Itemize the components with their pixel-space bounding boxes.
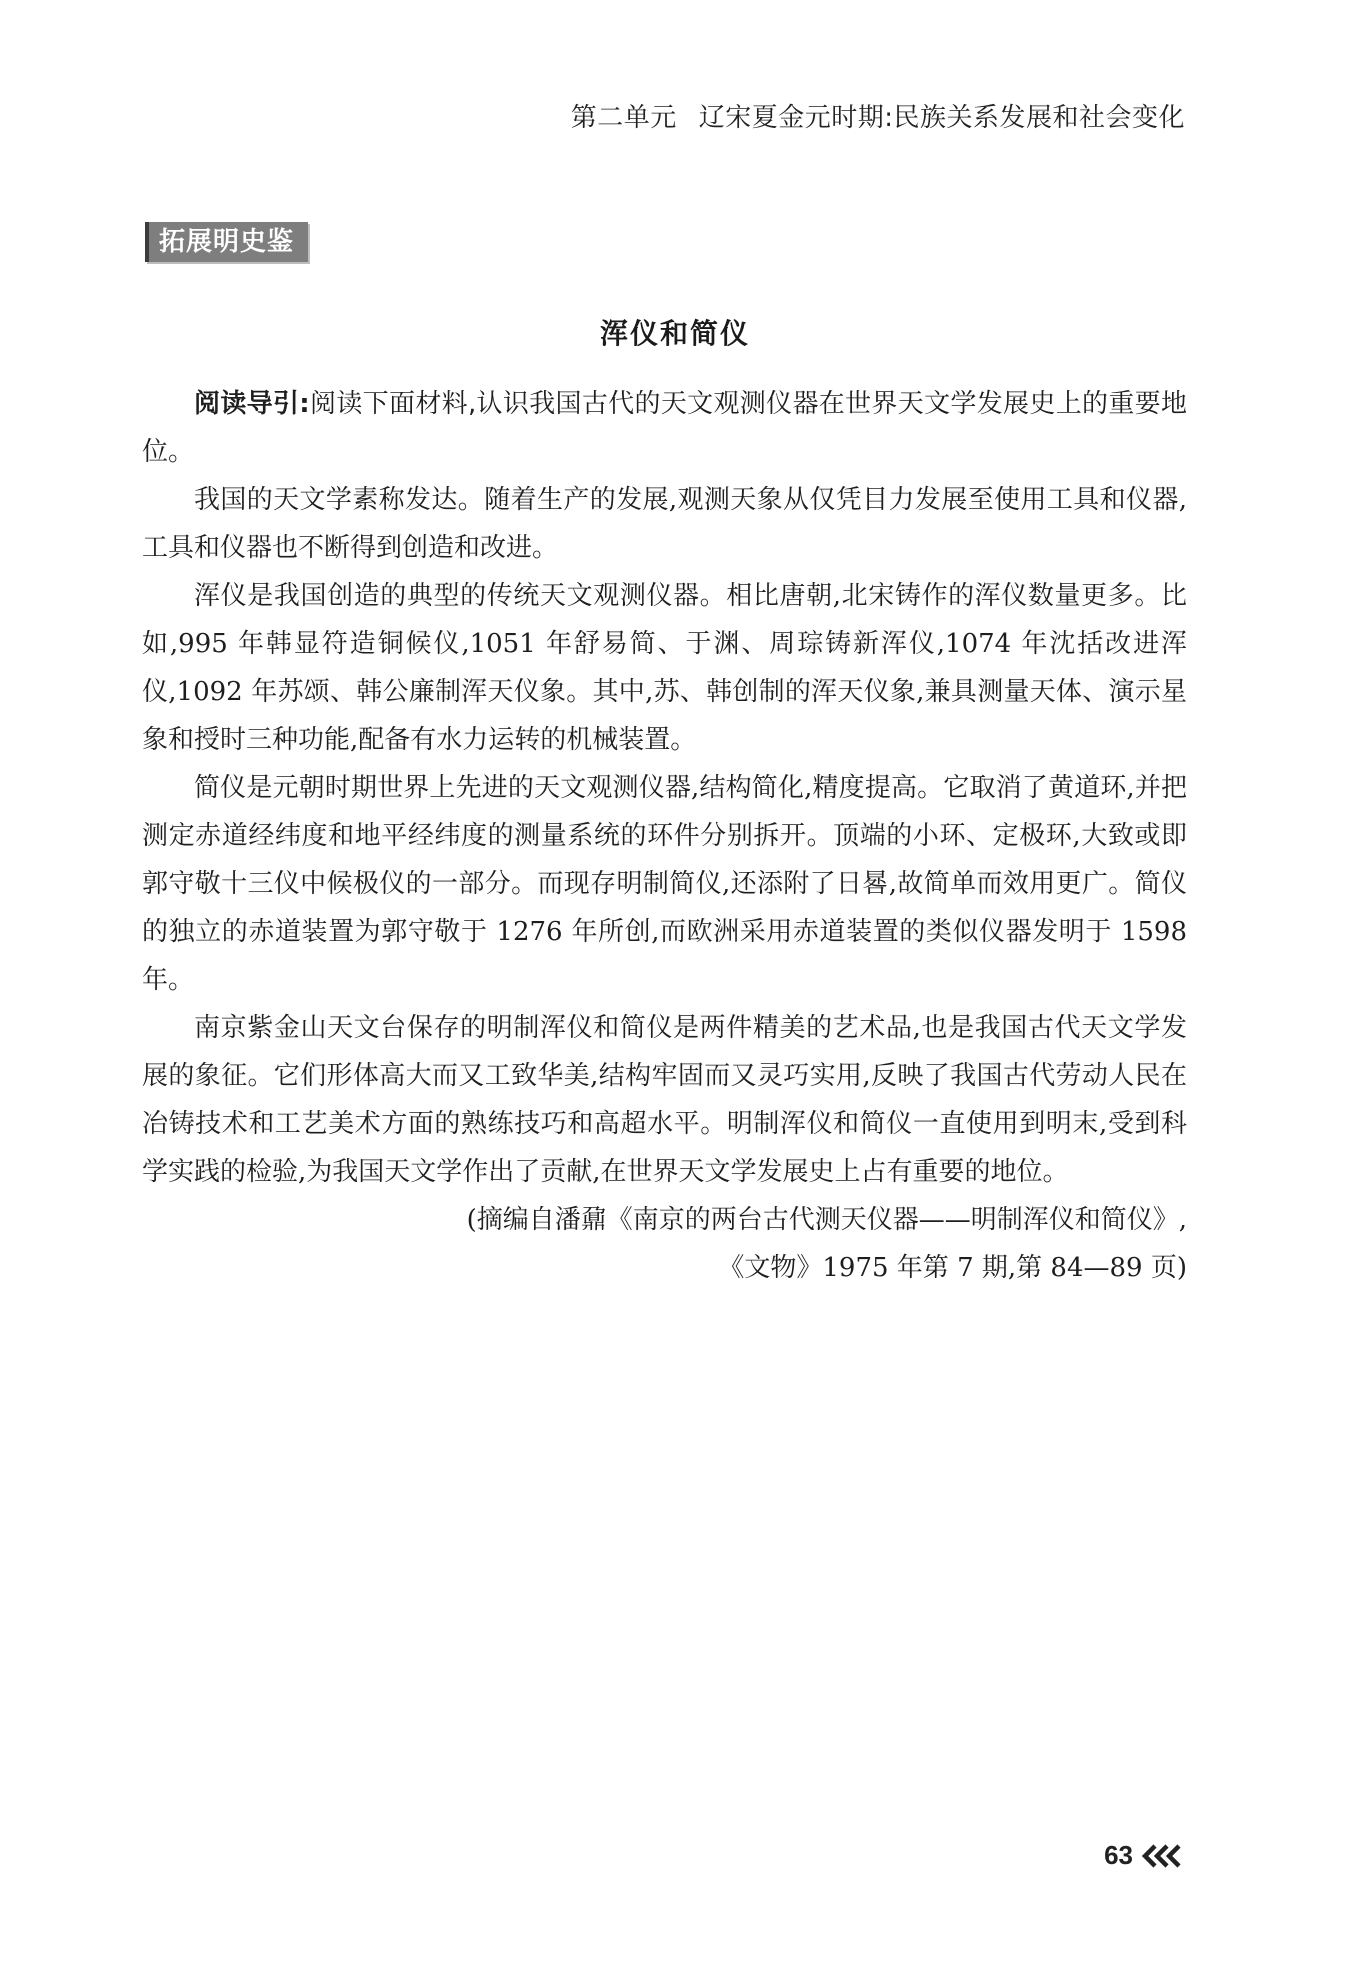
- unit-number: 第二单元: [570, 103, 677, 133]
- section-tag: 拓展明史鉴: [145, 222, 308, 262]
- article-title: 浑仪和简仪: [599, 317, 750, 350]
- paragraph: 简仪是元朝时期世界上先进的天文观测仪器,结构简化,精度提高。它取消了黄道环,并把测定赤道经纬度和地平经纬度的测量系统的环件分别拆开。顶端的小环、定极环,大致或即郭守敬十三仪中候极仪的一部分。而现存明制简仪,还添附了日晷,故简单而效用更广。简仪的独立的赤道装置为郭守敬于 1276 年所创,而欧洲采用赤道装置的类似仪器发明于 1598 年。: [142, 773, 1187, 995]
- reading-guide-text: 阅读下面材料,认识我国古代的天文观测仪器在世界天文学发展史上的重要地位。: [142, 389, 1187, 467]
- reading-guide: [142, 380, 1187, 476]
- paragraph: 浑仪是我国创造的典型的传统天文观测仪器。相比唐朝,北宋铸作的浑仪数量更多。比如,995 年韩显符造铜候仪,1051 年舒易简、于渊、周琮铸新浑仪,1074 年沈括改进浑仪,1092 年苏颂、韩公廉制浑天仪象。其中,苏、韩创制的浑天仪象,兼具测量天体、演示星象和授时三种功能,配备有水力运转的机械装置。: [142, 581, 1187, 755]
- paragraph: 南京紫金山天文台保存的明制浑仪和简仪是两件精美的艺术品,也是我国古代天文学发展的象征。它们形体高大而又工致华美,结构牢固而又灵巧实用,反映了我国古代劳动人民在冶铸技术和工艺美术方面的熟练技巧和高超水平。明制浑仪和简仪一直使用到明末,受到科学实践的检验,为我国天文学作出了贡献,在世界天文学发展史上占有重要的地位。: [142, 1013, 1187, 1187]
- citation-line: 《文物》1975 年第 7 期,第 84—89 页): [718, 1253, 1187, 1283]
- page-footer: [1104, 1840, 1185, 1871]
- reading-guide-label: 阅读导引:: [194, 389, 310, 419]
- running-header: [571, 97, 1185, 134]
- unit-title: 辽宋夏金元时期:民族关系发展和社会变化: [698, 103, 1185, 133]
- article-body: [142, 380, 1187, 1292]
- page-number: 63: [1104, 1840, 1133, 1870]
- citation-line: (摘编自潘鼐《南京的两台古代测天仪器——明制浑仪和简仪》,: [466, 1205, 1187, 1235]
- citation: [142, 1196, 1187, 1292]
- paragraph: 我国的天文学素称发达。随着生产的发展,观测天象从仅凭目力发展至使用工具和仪器,工具和仪器也不断得到创造和改进。: [142, 485, 1187, 563]
- triple-chevron-left-icon: [1141, 1843, 1185, 1869]
